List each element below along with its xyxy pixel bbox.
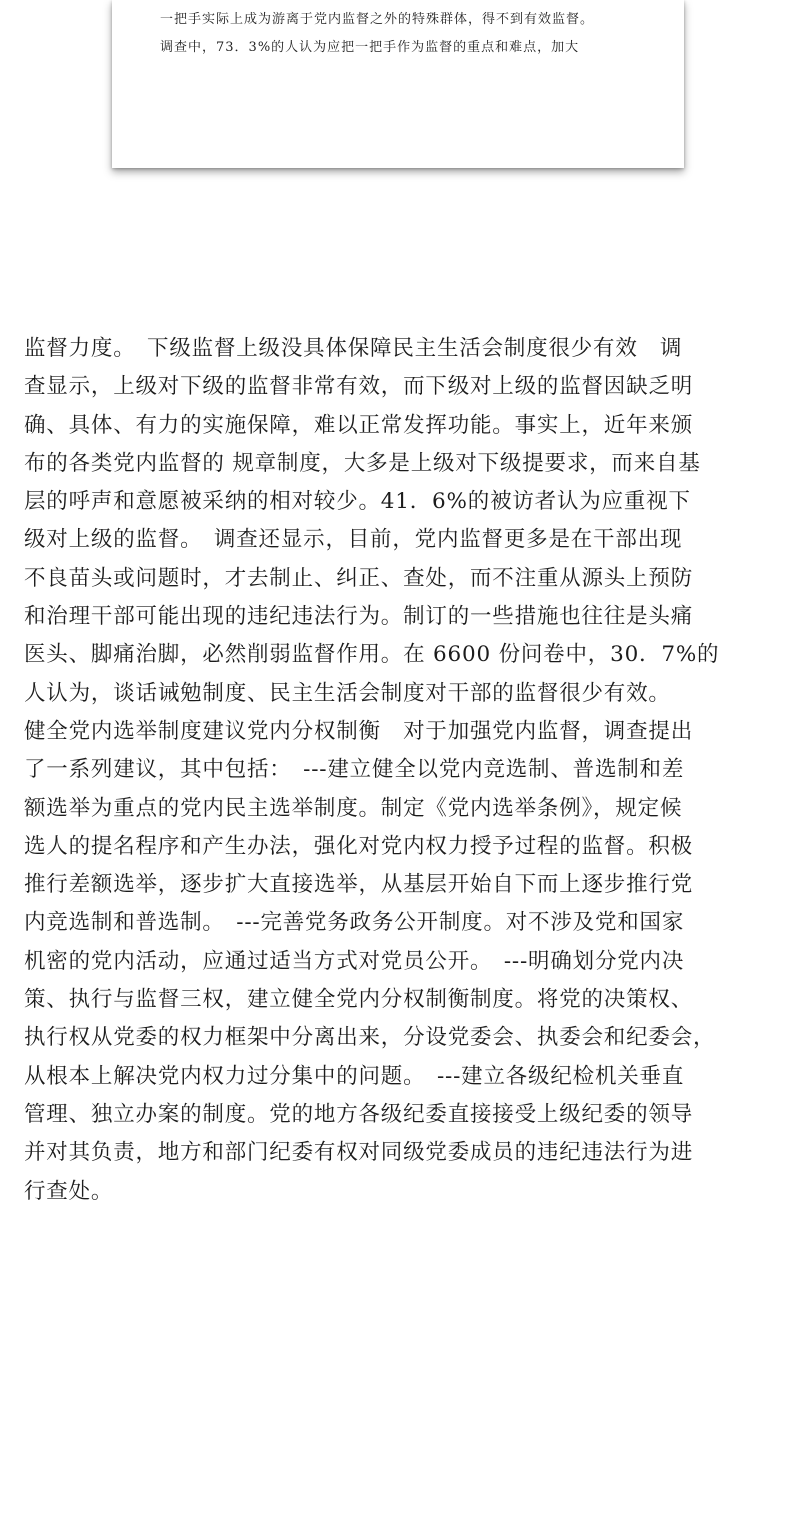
body-text-line: 层的呼声和意愿被采纳的相对较少。41．6%的被访者认为应重视下 bbox=[24, 489, 691, 515]
body-text-line: 策、执行与监督三权，建立健全党内分权制衡制度。将党的决策权、 bbox=[24, 987, 694, 1013]
body-text-line: 了一系列建议，其中包括： ---建立健全以党内竞选制、普选制和差 bbox=[24, 757, 685, 783]
preview-text-line: 调查中，73．3%的人认为应把一把手作为监督的重点和难点，加大 bbox=[160, 40, 580, 55]
body-text-line: 并对其负责，地方和部门纪委有权对同级党委成员的违纪违法行为进 bbox=[24, 1140, 694, 1166]
body-text-line: 和治理干部可能出现的违纪违法行为。制订的一些措施也往往是头痛 bbox=[24, 604, 694, 630]
body-text-line: 额选举为重点的党内民主选举制度。制定《党内选举条例》，规定候 bbox=[24, 795, 683, 821]
body-text-line: 医头、脚痛治脚，必然削弱监督作用。在 6600 份问卷中，30．7%的 bbox=[24, 642, 720, 668]
body-text-line: 内竞选制和普选制。 ---完善党务政务公开制度。对不涉及党和国家 bbox=[24, 910, 685, 936]
body-text-line: 不良苗头或问题时，才去制止、纠正、查处，而不注重从源头上预防 bbox=[24, 565, 694, 591]
body-text-line: 行查处。 bbox=[24, 1178, 114, 1204]
body-text-line: 管理、独立办案的制度。党的地方各级纪委直接接受上级纪委的领导 bbox=[24, 1101, 694, 1127]
body-text-line: 确、具体、有力的实施保障，难以正常发挥功能。事实上，近年来颁 bbox=[24, 412, 694, 438]
body-text-line: 推行差额选举，逐步扩大直接选举，从基层开始自下而上逐步推行党 bbox=[24, 872, 694, 898]
article-body bbox=[24, 330, 776, 1211]
body-text-line: 从根本上解决党内权力过分集中的问题。 ---建立各级纪检机关垂直 bbox=[24, 1063, 685, 1089]
body-text-line: 人认为，谈话诫勉制度、民主生活会制度对干部的监督很少有效。 bbox=[24, 680, 671, 706]
body-text-line: 查显示，上级对下级的监督非常有效，而下级对上级的监督因缺乏明 bbox=[24, 374, 694, 400]
body-text-line: 监督力度。 下级监督上级没具体保障民主生活会制度很少有效 调 bbox=[24, 336, 683, 361]
body-text-line: 健全党内选举制度建议党内分权制衡 对于加强党内监督，调查提出 bbox=[24, 718, 694, 744]
body-text-line: 机密的党内活动，应通过适当方式对党员公开。 ---明确划分党内决 bbox=[24, 948, 685, 974]
body-text-line: 执行权从党委的权力框架中分离出来，分设党委会、执委会和纪委会， bbox=[24, 1025, 716, 1051]
body-text-line: 级对上级的监督。 调查还显示，目前，党内监督更多是在干部出现 bbox=[24, 527, 683, 553]
preview-text-line: 一把手实际上成为游离于党内监督之外的特殊群体，得不到有效监督。 bbox=[160, 12, 595, 27]
body-text-line: 选人的提名程序和产生办法，强化对党内权力授予过程的监督。积极 bbox=[24, 833, 694, 859]
document-page-preview bbox=[112, 0, 684, 168]
body-text-line: 布的各类党内监督的 规章制度，大多是上级对下级提要求，而来自基 bbox=[24, 450, 701, 476]
